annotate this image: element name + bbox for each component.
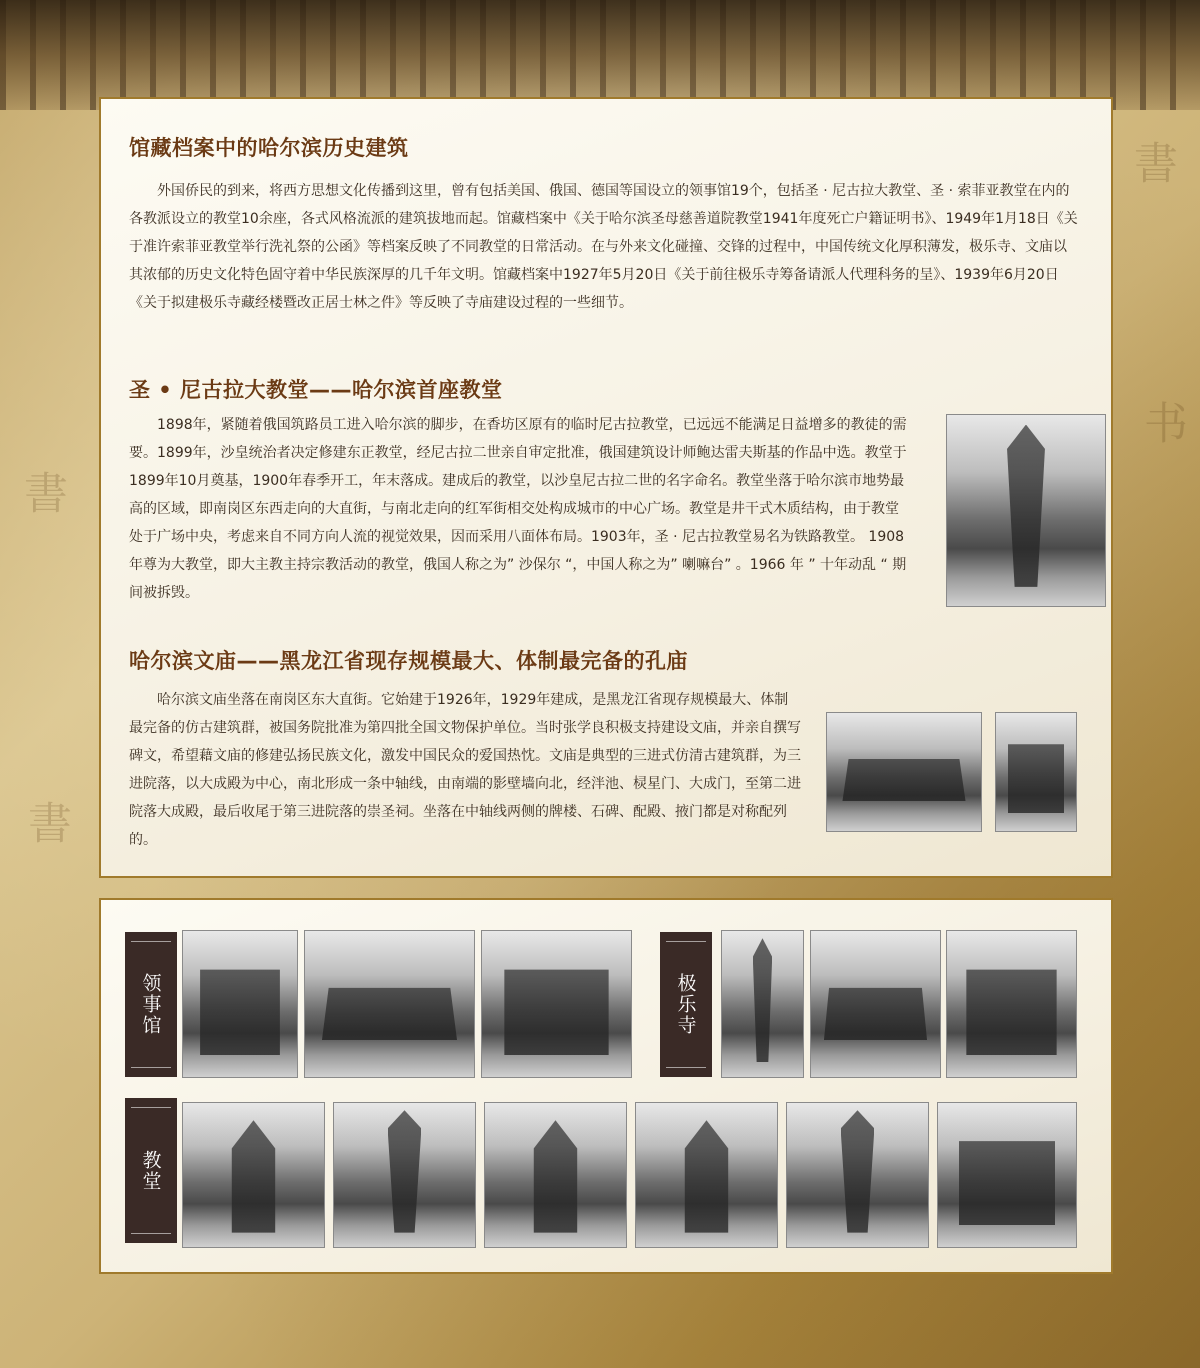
top-historic-photo-band [0,0,1200,110]
section-body-confucian-temple: 哈尔滨文庙坐落在南岗区东大直街。它始建于1926年，1929年建成，是黑龙江省现存规模最大、体制最完备的仿古建筑群，被国务院批准为第四批全国文物保护单位。当时张学良积极支持建设文庙，并亲自撰写碑文，希望藉文庙的修建弘扬民族文化，激发中国民众的爱国热忱。文庙是典型的三进式仿清古建筑群，为三进院落，以大成殿为中心，南北形成一条中轴线，由南端的影壁墙向北，经泮池、棂星门、大成门，至第二进院落大成殿，最后收尾于第三进院落的崇圣祠。坐落在中轴线两侧的牌楼、石碑、配殿、掖门都是对称配列的。 [129,692,801,848]
church-photo [635,1102,778,1248]
gallery-label-church: 教堂 [125,1098,177,1243]
jile-temple-photo [810,930,941,1078]
gallery-label-consulate: 领事馆 [125,932,177,1077]
section-title-confucian-temple: 哈尔滨文庙——黑龙江省现存规模最大、体制最完备的孔庙 [129,649,688,673]
confucian-temple-hall-photo [826,712,982,832]
section-title-archives: 馆藏档案中的哈尔滨历史建筑 [129,136,409,160]
church-photo [786,1102,929,1248]
section-body-archives: 外国侨民的到来，将西方思想文化传播到这里，曾有包括美国、俄国、德国等国设立的领事馆19个，包括圣 · 尼古拉大教堂、圣 · 索菲亚教堂在内的各教派设立的教堂10余座，各式风格流派的建筑拔地而起。馆藏档案中《关于哈尔滨圣母慈善道院教堂1941年度死亡户籍证明书》、1949年1月18日《关于准许索菲亚教堂举行洗礼祭的公函》等档案反映了不同教堂的日常活动。在与外来文化碰撞、交锋的过程中，中国传统文化厚积薄发，极乐寺、文庙以其浓郁的历史文化特色固守着中华民族深厚的几千年文明。馆藏档案中1927年5月20日《关于前往极乐寺筹备请派人代理科务的呈》、1939年6月20日《关于拟建极乐寺藏经楼暨改正居士林之件》等反映了寺庙建设过程的一些细节。 [129,183,1078,311]
calligraphy-watermark: 書 [20,800,71,844]
gallery-label-temple: 极乐寺 [660,932,712,1077]
jile-temple-pagoda-photo [721,930,804,1078]
calligraphy-watermark: 書 [16,470,67,514]
calligraphy-watermark: 書 [1126,140,1177,184]
church-photo [484,1102,627,1248]
architecture-gallery-panel [99,898,1113,1274]
consulate-photo [304,930,475,1078]
st-nicholas-cathedral-photo [946,414,1106,607]
consulate-photo [481,930,632,1078]
confucian-temple-lion-photo [995,712,1077,832]
church-photo [937,1102,1077,1248]
calligraphy-watermark: 书 [1136,400,1187,444]
jile-temple-gate-photo [946,930,1077,1078]
section-title-st-nicholas: 圣 • 尼古拉大教堂——哈尔滨首座教堂 [129,378,503,402]
consulate-photo [182,930,298,1078]
church-photo [333,1102,476,1248]
church-photo [182,1102,325,1248]
history-text-panel [99,97,1113,878]
section-body-st-nicholas: 1898年，紧随着俄国筑路员工进入哈尔滨的脚步，在香坊区原有的临时尼古拉教堂，已远远不能满足日益增多的教徒的需要。1899年，沙皇统治者决定修建东正教堂，经尼古拉二世亲自审定批准，俄国建筑设计师鲍达雷夫斯基的作品中选。教堂于1899年10月奠基，1900年春季开工，年末落成。建成后的教堂，以沙皇尼古拉二世的名字命名。教堂坐落于哈尔滨市地势最高的区域，即南岗区东西走向的大直街，与南北走向的红军街相交处构成城市的中心广场。教堂是井干式木质结构，由于教堂处于广场中央，考虑来自不同方向人流的视觉效果，因而采用八面体布局。1903年，圣 · 尼古拉教堂易名为铁路教堂。 1908 年尊为大教堂，即大主教主持宗教活动的教堂，俄国人称之为” 沙保尔 “，中国人称之为” 喇嘛台” 。1966 年 ” 十年动乱 “ 期间被拆毁。 [129,417,907,601]
